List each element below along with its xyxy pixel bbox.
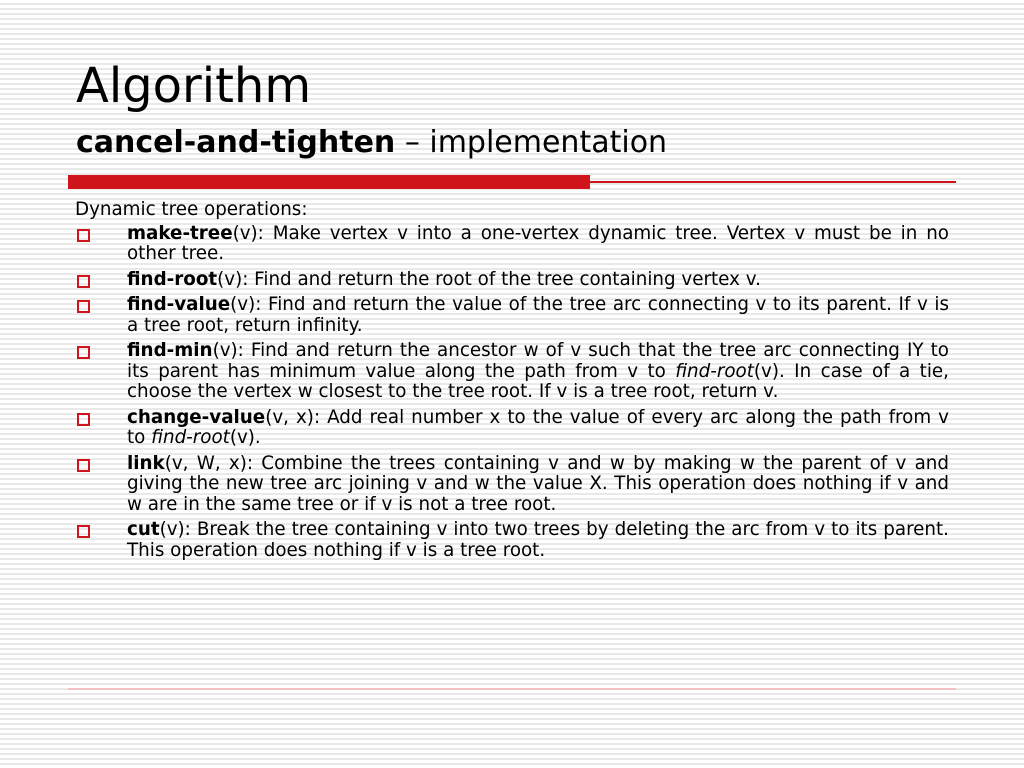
operation-name: find-root bbox=[127, 268, 218, 290]
intro-text: Dynamic tree operations: bbox=[75, 199, 308, 220]
slide-subtitle bbox=[76, 124, 667, 162]
operation-description: (v, W, x): Combine the trees containing v and w by making w the parent of v and giving the new tree arc joining v and w the value X. This operation does nothing if v and w are in the same tree or if v is not a tree root. bbox=[127, 452, 949, 515]
operation-name: change-value bbox=[127, 406, 266, 428]
operation-description: (v): Break the tree containing v into two trees by deleting the arc from v to its parent. This operation does nothing if v is a tree root. bbox=[127, 519, 949, 561]
operation-reference: find-root bbox=[675, 360, 754, 382]
subtitle-rest: implementation bbox=[429, 125, 668, 160]
hollow-square-bullet-icon bbox=[77, 525, 90, 538]
slide-body bbox=[75, 200, 949, 566]
hollow-square-bullet-icon bbox=[77, 229, 90, 242]
operation-description-start: (v, x): Add real number x to the value of every arc along the path from v to bbox=[127, 406, 949, 448]
operation-description-start: (v): Find and return the ancestor w of v such that the tree arc connecting IY to its parent has minimum value along the path from v to bbox=[127, 340, 949, 382]
subtitle-separator: – bbox=[395, 125, 430, 160]
list-item-find-root bbox=[75, 270, 949, 291]
operation-name: link bbox=[127, 452, 165, 474]
operation-description: (v): Find and return the value of the tree arc connecting v to its parent. If v is a tree root, return infinity. bbox=[127, 294, 949, 336]
hollow-square-bullet-icon bbox=[77, 300, 90, 313]
slide-title: Algorithm bbox=[76, 58, 312, 114]
operation-description: (v): Find and return the root of the tree containing vertex v. bbox=[217, 268, 761, 290]
list-item-find-value bbox=[75, 295, 949, 336]
title-underline bbox=[68, 175, 956, 189]
operation-name: make-tree bbox=[127, 222, 233, 244]
footer-divider bbox=[68, 688, 956, 690]
subtitle-bold: cancel-and-tighten bbox=[76, 125, 396, 160]
operation-description: (v): Make vertex v into a one-vertex dynamic tree. Vertex v must be in no other tree. bbox=[127, 222, 949, 264]
list-item-link bbox=[75, 454, 949, 516]
title-underline-bar bbox=[68, 175, 590, 189]
hollow-square-bullet-icon bbox=[77, 346, 90, 359]
operation-reference: find-root bbox=[151, 427, 230, 448]
operation-description-end: (v). bbox=[229, 427, 261, 448]
operation-name: find-min bbox=[127, 340, 213, 361]
operation-description-end: (v). In case of a tie, choose the vertex w closest to the tree root. If v is a tree root, return v. bbox=[127, 360, 949, 402]
operation-name: cut bbox=[127, 519, 160, 540]
list-item-change-value bbox=[75, 408, 949, 449]
hollow-square-bullet-icon bbox=[77, 413, 90, 426]
title-underline-line bbox=[590, 181, 956, 183]
hollow-square-bullet-icon bbox=[77, 275, 90, 288]
operation-name: find-value bbox=[127, 294, 231, 315]
hollow-square-bullet-icon bbox=[77, 459, 90, 472]
list-item-make-tree bbox=[75, 224, 949, 265]
list-item-cut bbox=[75, 520, 949, 561]
list-item-find-min bbox=[75, 341, 949, 403]
